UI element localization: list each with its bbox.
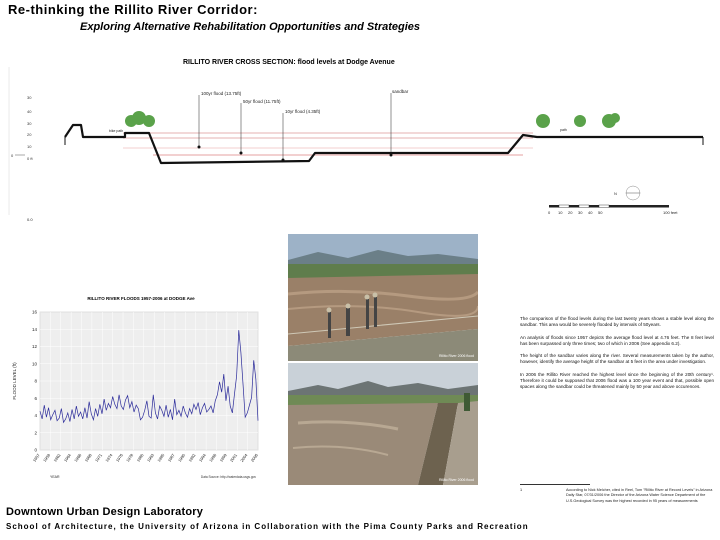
label-100yr: 100yr flood (13.75ft) xyxy=(201,91,242,96)
north-label: N xyxy=(614,191,617,196)
section-footer-num: 0.0 xyxy=(27,217,33,222)
x-tick-label-3: 1964 xyxy=(62,452,72,463)
x-tick-label-18: 1999 xyxy=(218,452,228,463)
x-tick-label-19: 2001 xyxy=(228,452,239,463)
vegetation-left xyxy=(125,111,155,127)
x-tick-label-11: 1983 xyxy=(145,452,156,463)
flood-chart-panel xyxy=(6,290,276,486)
y-tick-1: 40 xyxy=(27,109,32,114)
scale-tick-5: 50 xyxy=(598,210,603,215)
x-tick-label-17: 1996 xyxy=(208,452,218,463)
x-tick-label-4: 1966 xyxy=(73,452,83,463)
page-subtitle: Exploring Alternative Rehabilitation Opportunities and Strategies xyxy=(80,21,421,33)
label-10yr: 10yr flood (4.35ft) xyxy=(285,109,321,114)
page-title: Re-thinking the Rillito River Corridor: xyxy=(8,2,258,17)
x-tick-label-12: 1985 xyxy=(156,452,166,463)
x-tick-label-0: 1957 xyxy=(31,452,41,463)
y-tick-4: 10 xyxy=(27,144,32,149)
x-tick-label-8: 1976 xyxy=(114,452,124,463)
x-tick-label-5: 1968 xyxy=(83,452,93,463)
y-tick-3: 20 xyxy=(27,132,32,137)
x-tick-label-14: 1990 xyxy=(176,452,187,463)
marker-10yr xyxy=(282,159,285,162)
label-path: path xyxy=(560,128,567,132)
y-tick-label-6: 12 xyxy=(31,344,37,349)
footer-subtitle: School of Architecture, the University of Arizona in Collaboration with the Pima County Parks and Recreation xyxy=(6,522,529,531)
vegetation-right xyxy=(536,113,620,128)
y-tick-0: 30 xyxy=(27,95,32,100)
y-tick-5: 0 xyxy=(11,153,14,158)
x-tick-label-21: 2006 xyxy=(249,452,259,463)
scale-tick-4: 40 xyxy=(588,210,593,215)
x-tick-label-15: 1992 xyxy=(187,452,197,463)
scale-tick-1: 10 xyxy=(558,210,563,215)
x-tick-label-13: 1987 xyxy=(166,452,176,463)
footnote-number: 1 xyxy=(520,488,523,492)
label-bike-path: bike path xyxy=(109,129,124,133)
scale-bar xyxy=(549,205,669,208)
x-tick-label-2: 1962 xyxy=(52,452,62,463)
marker-50yr xyxy=(240,152,243,155)
photo-credit-lower: Rillito River 2006 flood xyxy=(438,478,474,482)
x-tick-label-6: 1971 xyxy=(93,452,104,463)
scale-tick-0: 0 xyxy=(548,210,551,215)
cross-section-panel xyxy=(3,55,712,225)
paragraph-2: An analysis of floods since 1957 depicts the average flood level at 4.76 feet. The 8 feet level has been surpassed only three times; two of which in 2006 (See appendix 6.2). xyxy=(520,334,714,346)
paragraph-4: In 2006 the Rillito River reached the highest level since the beginning of the 20th century¹. Therefore it could be supposed that 2006 flood was a 100 year event and that, possible open spaces along the sandbar could be threatened mainly by 50 year and above occurences. xyxy=(520,371,714,390)
x-axis-label: YEAR xyxy=(50,475,60,479)
scale-tick-6: 100 feet xyxy=(663,210,678,215)
chart-title: RILLITO RIVER FLOODS 1957-2006 at DODGE Ave xyxy=(87,296,195,301)
scale-tick-3: 30 xyxy=(578,210,583,215)
y-tick-label-2: 4 xyxy=(34,413,37,418)
y-tick-label-3: 6 xyxy=(34,395,37,401)
marker-sandbar xyxy=(390,154,393,157)
x-tick-label-9: 1978 xyxy=(125,452,135,463)
label-sandbar: sandbar xyxy=(392,89,409,94)
cross-section-drawing xyxy=(3,55,712,225)
flood-level-chart xyxy=(6,290,276,486)
x-tick-label-20: 2004 xyxy=(239,452,249,463)
label-50yr: 50yr flood (11.75ft) xyxy=(243,99,281,104)
x-tick-label-1: 1959 xyxy=(41,452,52,463)
y-axis-label: FLOOD LEVEL (ft) xyxy=(12,362,17,400)
footnote-divider xyxy=(520,484,590,485)
y-tick-label-7: 14 xyxy=(31,326,37,332)
photo-credit-upper: Rillito River 2006 flood xyxy=(438,354,474,358)
x-tick-label-10: 1980 xyxy=(135,452,145,463)
y-tick-label-8: 16 xyxy=(31,309,37,315)
paragraph-1: The comparison of the flood levels during the last twenty years shows a stable level along the sandbar. This area would be severely flooded by intervals of 50years. xyxy=(520,316,714,328)
footnote-text: According to Nick Melcher, cited in Reel, Tom "Rillito River at Record Levels" in Arizona Daily Star, 07/31/2006 the Director of the Arizona Water Science Department of the U.S.Geological Survey was the highest recorded in 95 years of measurements xyxy=(566,488,713,503)
x-tick-label-16: 1994 xyxy=(197,452,207,463)
marker-100yr xyxy=(198,146,201,149)
chart-source: Data Source: http://waterdata.usgs.gov xyxy=(200,475,256,479)
y-tick-label-0: 0 xyxy=(34,447,37,453)
scale-tick-2: 20 xyxy=(568,210,573,215)
paragraph-3: The height of the sandbar varies along the river. Several measurements taken by the author, however, identify the average height of the sandbar at 5 feet in the area under investigation. xyxy=(520,353,714,365)
channel-profile xyxy=(65,125,703,163)
analysis-text xyxy=(520,316,714,397)
flood-photo-lower xyxy=(288,363,478,485)
y-tick-label-5: 10 xyxy=(31,361,37,367)
cross-section-title: RILLITO RIVER CROSS SECTION: flood levels at Dodge Avenue xyxy=(183,59,395,66)
y-tick-6: 0 ft xyxy=(27,156,33,161)
footer-title: Downtown Urban Design Laboratory xyxy=(6,506,204,518)
flood-photo-upper xyxy=(288,234,478,361)
y-tick-label-1: 2 xyxy=(34,430,37,436)
y-tick-label-4: 8 xyxy=(34,378,37,384)
y-tick-2: 30 xyxy=(27,121,32,126)
x-tick-label-7: 1974 xyxy=(104,452,114,463)
